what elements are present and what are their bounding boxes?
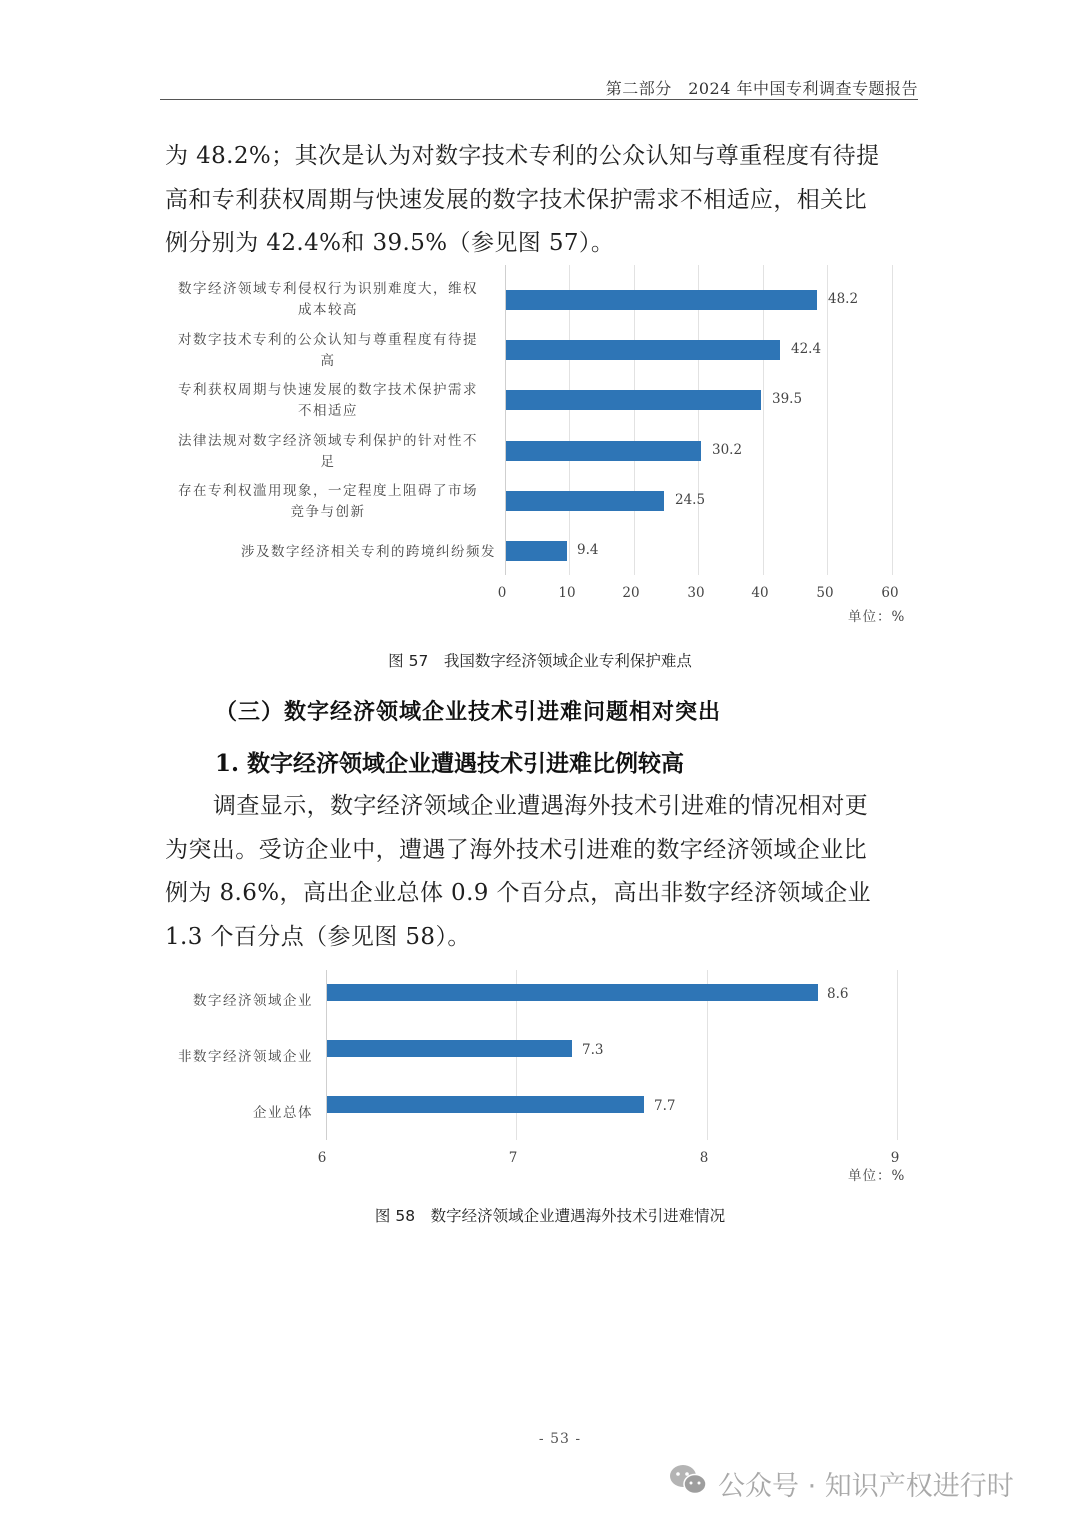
x-tick-label: 9	[890, 1150, 900, 1166]
x-tick-label: 20	[622, 585, 640, 601]
category-label	[160, 279, 496, 321]
category-label	[160, 431, 496, 473]
x-tick-label: 40	[751, 585, 769, 601]
bar	[327, 984, 818, 1001]
y-axis-line	[505, 265, 506, 575]
running-header: 第二部分 2024 年中国专利调查专题报告	[605, 79, 918, 98]
section-heading: （三）数字经济领域企业技术引进难问题相对突出	[215, 699, 722, 725]
paragraph-line: 高和专利获权周期与快速发展的数字技术保护需求不相适应，相关比	[165, 186, 867, 213]
bar-value-label: 7.7	[654, 1098, 676, 1114]
paragraph-line: 例分别为 42.4%和 39.5%（参见图 57）。	[165, 230, 615, 256]
bar	[506, 541, 567, 561]
label-line: 存在专利权滥用现象，一定程度上阻碍了市场	[178, 483, 478, 499]
bar	[506, 491, 664, 511]
gridline	[634, 265, 635, 575]
figure-58-chart	[160, 970, 920, 1185]
bar	[327, 1096, 644, 1113]
label-line: 成本较高	[298, 302, 358, 318]
x-tick-label: 60	[881, 585, 899, 601]
x-tick-label: 10	[558, 585, 576, 601]
label-line: 数字经济领域专利侵权行为识别难度大，维权	[178, 281, 478, 297]
gridline	[763, 265, 764, 575]
x-tick-label: 7	[508, 1150, 518, 1166]
figure-57-caption: 图 57 我国数字经济领域企业专利保护难点	[388, 652, 692, 670]
bar-value-label: 9.4	[577, 542, 599, 558]
subsection-heading: 1. 数字经济领域企业遭遇技术引进难比例较高	[215, 750, 685, 777]
label-line: 竞争与创新	[290, 504, 366, 520]
label-line: 法律法规对数字经济领域专利保护的针对性不	[178, 433, 478, 449]
figure-57-chart	[160, 265, 920, 630]
wechat-icon	[668, 1463, 708, 1504]
x-tick-label: 30	[687, 585, 705, 601]
category-label: 非数字经济领域企业	[178, 1049, 313, 1065]
paragraph-line: 调查显示，数字经济领域企业遭遇海外技术引进难的情况相对更	[213, 793, 869, 819]
label-line: 不相适应	[298, 403, 358, 419]
x-tick-label: 0	[497, 585, 507, 601]
label-line: 高	[320, 353, 336, 369]
watermark-text: 公众号 · 知识产权进行时	[718, 1471, 1014, 1502]
unit-label: 单位：%	[848, 609, 906, 625]
category-label	[160, 330, 496, 372]
category-label	[160, 542, 496, 563]
label-line: 对数字技术专利的公众认知与尊重程度有待提	[178, 332, 478, 348]
bar-value-label: 30.2	[712, 442, 743, 458]
bar-value-label: 48.2	[828, 291, 859, 307]
x-tick-label: 8	[699, 1150, 709, 1166]
category-label: 数字经济领域企业	[193, 993, 313, 1009]
unit-label: 单位：%	[848, 1168, 906, 1184]
bar-value-label: 8.6	[827, 986, 849, 1002]
gridline	[698, 265, 699, 575]
label-line: 足	[320, 454, 336, 470]
bar-value-label: 7.3	[582, 1042, 604, 1058]
gridline	[892, 265, 893, 575]
category-label: 企业总体	[253, 1105, 313, 1121]
bar	[506, 390, 761, 410]
bar-value-label: 39.5	[772, 391, 803, 407]
paragraph-line: 1.3 个百分点（参见图 58）。	[165, 923, 471, 950]
category-label	[160, 380, 496, 422]
body-paragraph-1	[165, 135, 920, 266]
paragraph-line: 为 48.2%；其次是认为对数字技术专利的公众认知与尊重程度有待提	[165, 143, 880, 169]
bar-value-label: 24.5	[675, 492, 706, 508]
paragraph-line: 例为 8.6%，高出企业总体 0.9 个百分点，高出非数字经济领域企业	[165, 880, 871, 906]
page-number: - 53 -	[538, 1431, 582, 1447]
category-label	[160, 481, 496, 523]
watermark	[668, 1463, 1014, 1504]
bar-value-label: 42.4	[791, 341, 822, 357]
paragraph-line: 为突出。受访企业中，遭遇了海外技术引进难的数字经济领域企业比	[165, 836, 867, 863]
x-tick-label: 50	[816, 585, 834, 601]
gridline	[569, 265, 570, 575]
label-line: 专利获权周期与快速发展的数字技术保护需求	[178, 382, 478, 398]
figure-58-caption: 图 58 数字经济领域企业遭遇海外技术引进难情况	[374, 1207, 726, 1225]
bar	[327, 1040, 572, 1057]
x-tick-label: 6	[317, 1150, 327, 1166]
bar	[506, 340, 780, 360]
gridline	[827, 265, 828, 575]
label-line: 涉及数字经济相关专利的跨境纠纷频发	[241, 544, 496, 560]
bar	[506, 441, 701, 461]
header-divider	[160, 99, 918, 100]
gridline	[897, 970, 898, 1140]
body-paragraph-2	[165, 785, 920, 959]
bar	[506, 290, 817, 310]
